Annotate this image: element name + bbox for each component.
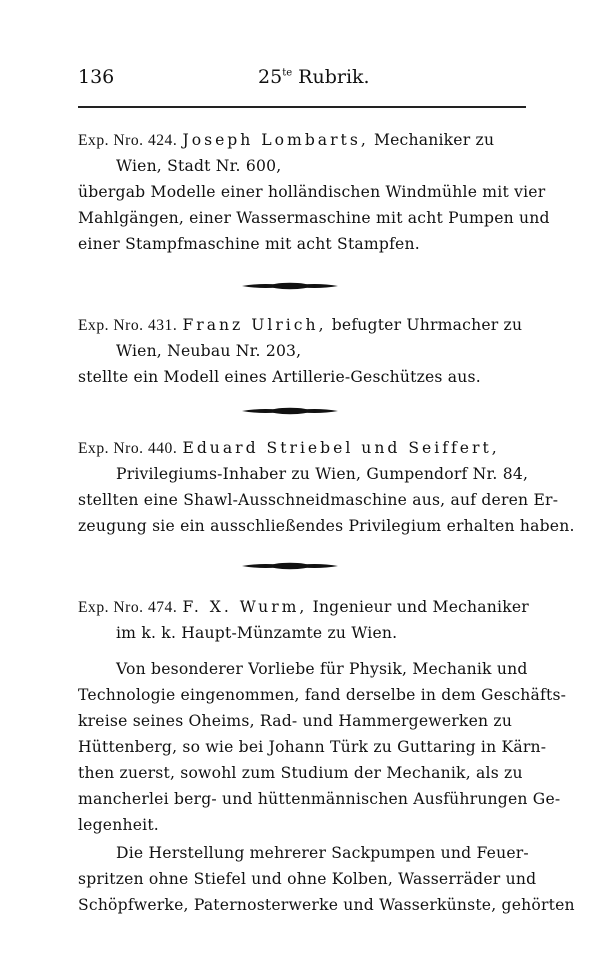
rubric-heading [258,66,370,88]
exhibitor-name: Franz Ulrich, [182,316,327,334]
exhibit-entry-474 [78,594,530,646]
exhibit-entry-440 [78,435,575,539]
page-header [78,66,528,94]
section-ornament [240,560,340,572]
exhibitor-name: Eduard Striebel und Seiffert, [182,439,500,457]
paragraph-line: then zuerst, sowohl zum Studium der Mechanik, als zu [78,764,523,782]
entry-text-line: stellte ein Modell eines Artillerie-Geschützes aus. [78,368,481,386]
page-number: 136 [78,66,115,88]
paragraph-line: Technologie eingenommen, fand derselbe in dem Geschäfts- [78,686,567,704]
entry-line [78,127,530,153]
exhibit-number: Exp. Nro. 424. [78,132,178,149]
paragraph-line: mancherlei berg- und hüttenmännischen Ausführungen Ge- [78,790,561,808]
exhibit-entry-431 [78,312,530,390]
entry-text-line: übergab Modelle einer holländischen Windmühle mit vier [78,183,546,201]
exhibitor-name: F. X. Wurm, [182,598,308,616]
continuation-paragraph [78,840,575,918]
exhibitor-title: befugter Uhrmacher zu [331,316,523,334]
exhibitor-name: Joseph Lombarts, [182,131,369,149]
exhibitor-title: Ingenieur und Mechaniker [312,598,529,616]
paragraph-line: Von besonderer Vorliebe für Physik, Mechanik und [116,660,528,678]
exhibitor-affiliation: im k. k. Haupt-Münzamte zu Wien. [116,624,398,642]
entry-text-line: zeugung sie ein ausschließendes Privilegium erhalten haben. [78,517,575,535]
entry-line [78,594,530,620]
header-rule [78,106,526,108]
exhibitor-address: Wien, Stadt Nr. 600, [116,157,282,175]
entry-line [78,312,530,338]
paragraph-line: Die Herstellung mehrerer Sackpumpen und Feuer- [116,844,529,862]
entry-text-line: Mahlgängen, einer Wassermaschine mit acht Pumpen und [78,209,550,227]
paragraph-line: legenheit. [78,816,159,834]
section-ornament [240,280,340,292]
exhibit-number: Exp. Nro. 431. [78,317,178,334]
rubric-number: 25 [258,66,283,88]
paragraph-line: Hüttenberg, so wie bei Johann Türk zu Guttaring in Kärn- [78,738,547,756]
exhibitor-address: Wien, Neubau Nr. 203, [116,342,302,360]
entry-text-line: einer Stampfmaschine mit acht Stampfen. [78,235,420,253]
rubric-word: Rubrik. [298,66,370,88]
exhibit-number: Exp. Nro. 440. [78,440,178,457]
exhibitor-title: Mechaniker zu [373,131,495,149]
section-ornament [240,405,340,417]
entry-line [78,435,530,461]
paragraph-line: spritzen ohne Stiefel und ohne Kolben, Wasserräder und [78,870,537,888]
exhibitor-address: Privilegiums-Inhaber zu Wien, Gumpendorf Nr. 84, [116,465,529,483]
rubric-ordinal-suffix: te [282,67,293,79]
biography-paragraph [78,656,567,838]
paragraph-line: Schöpfwerke, Paternosterwerke und Wasserkünste, gehörten [78,896,575,914]
entry-text-line: stellten eine Shawl-Ausschneidmaschine aus, auf deren Er- [78,491,559,509]
exhibit-entry-424 [78,127,550,257]
exhibit-number: Exp. Nro. 474. [78,599,178,616]
paragraph-line: kreise seines Oheims, Rad- und Hammergewerken zu [78,712,513,730]
